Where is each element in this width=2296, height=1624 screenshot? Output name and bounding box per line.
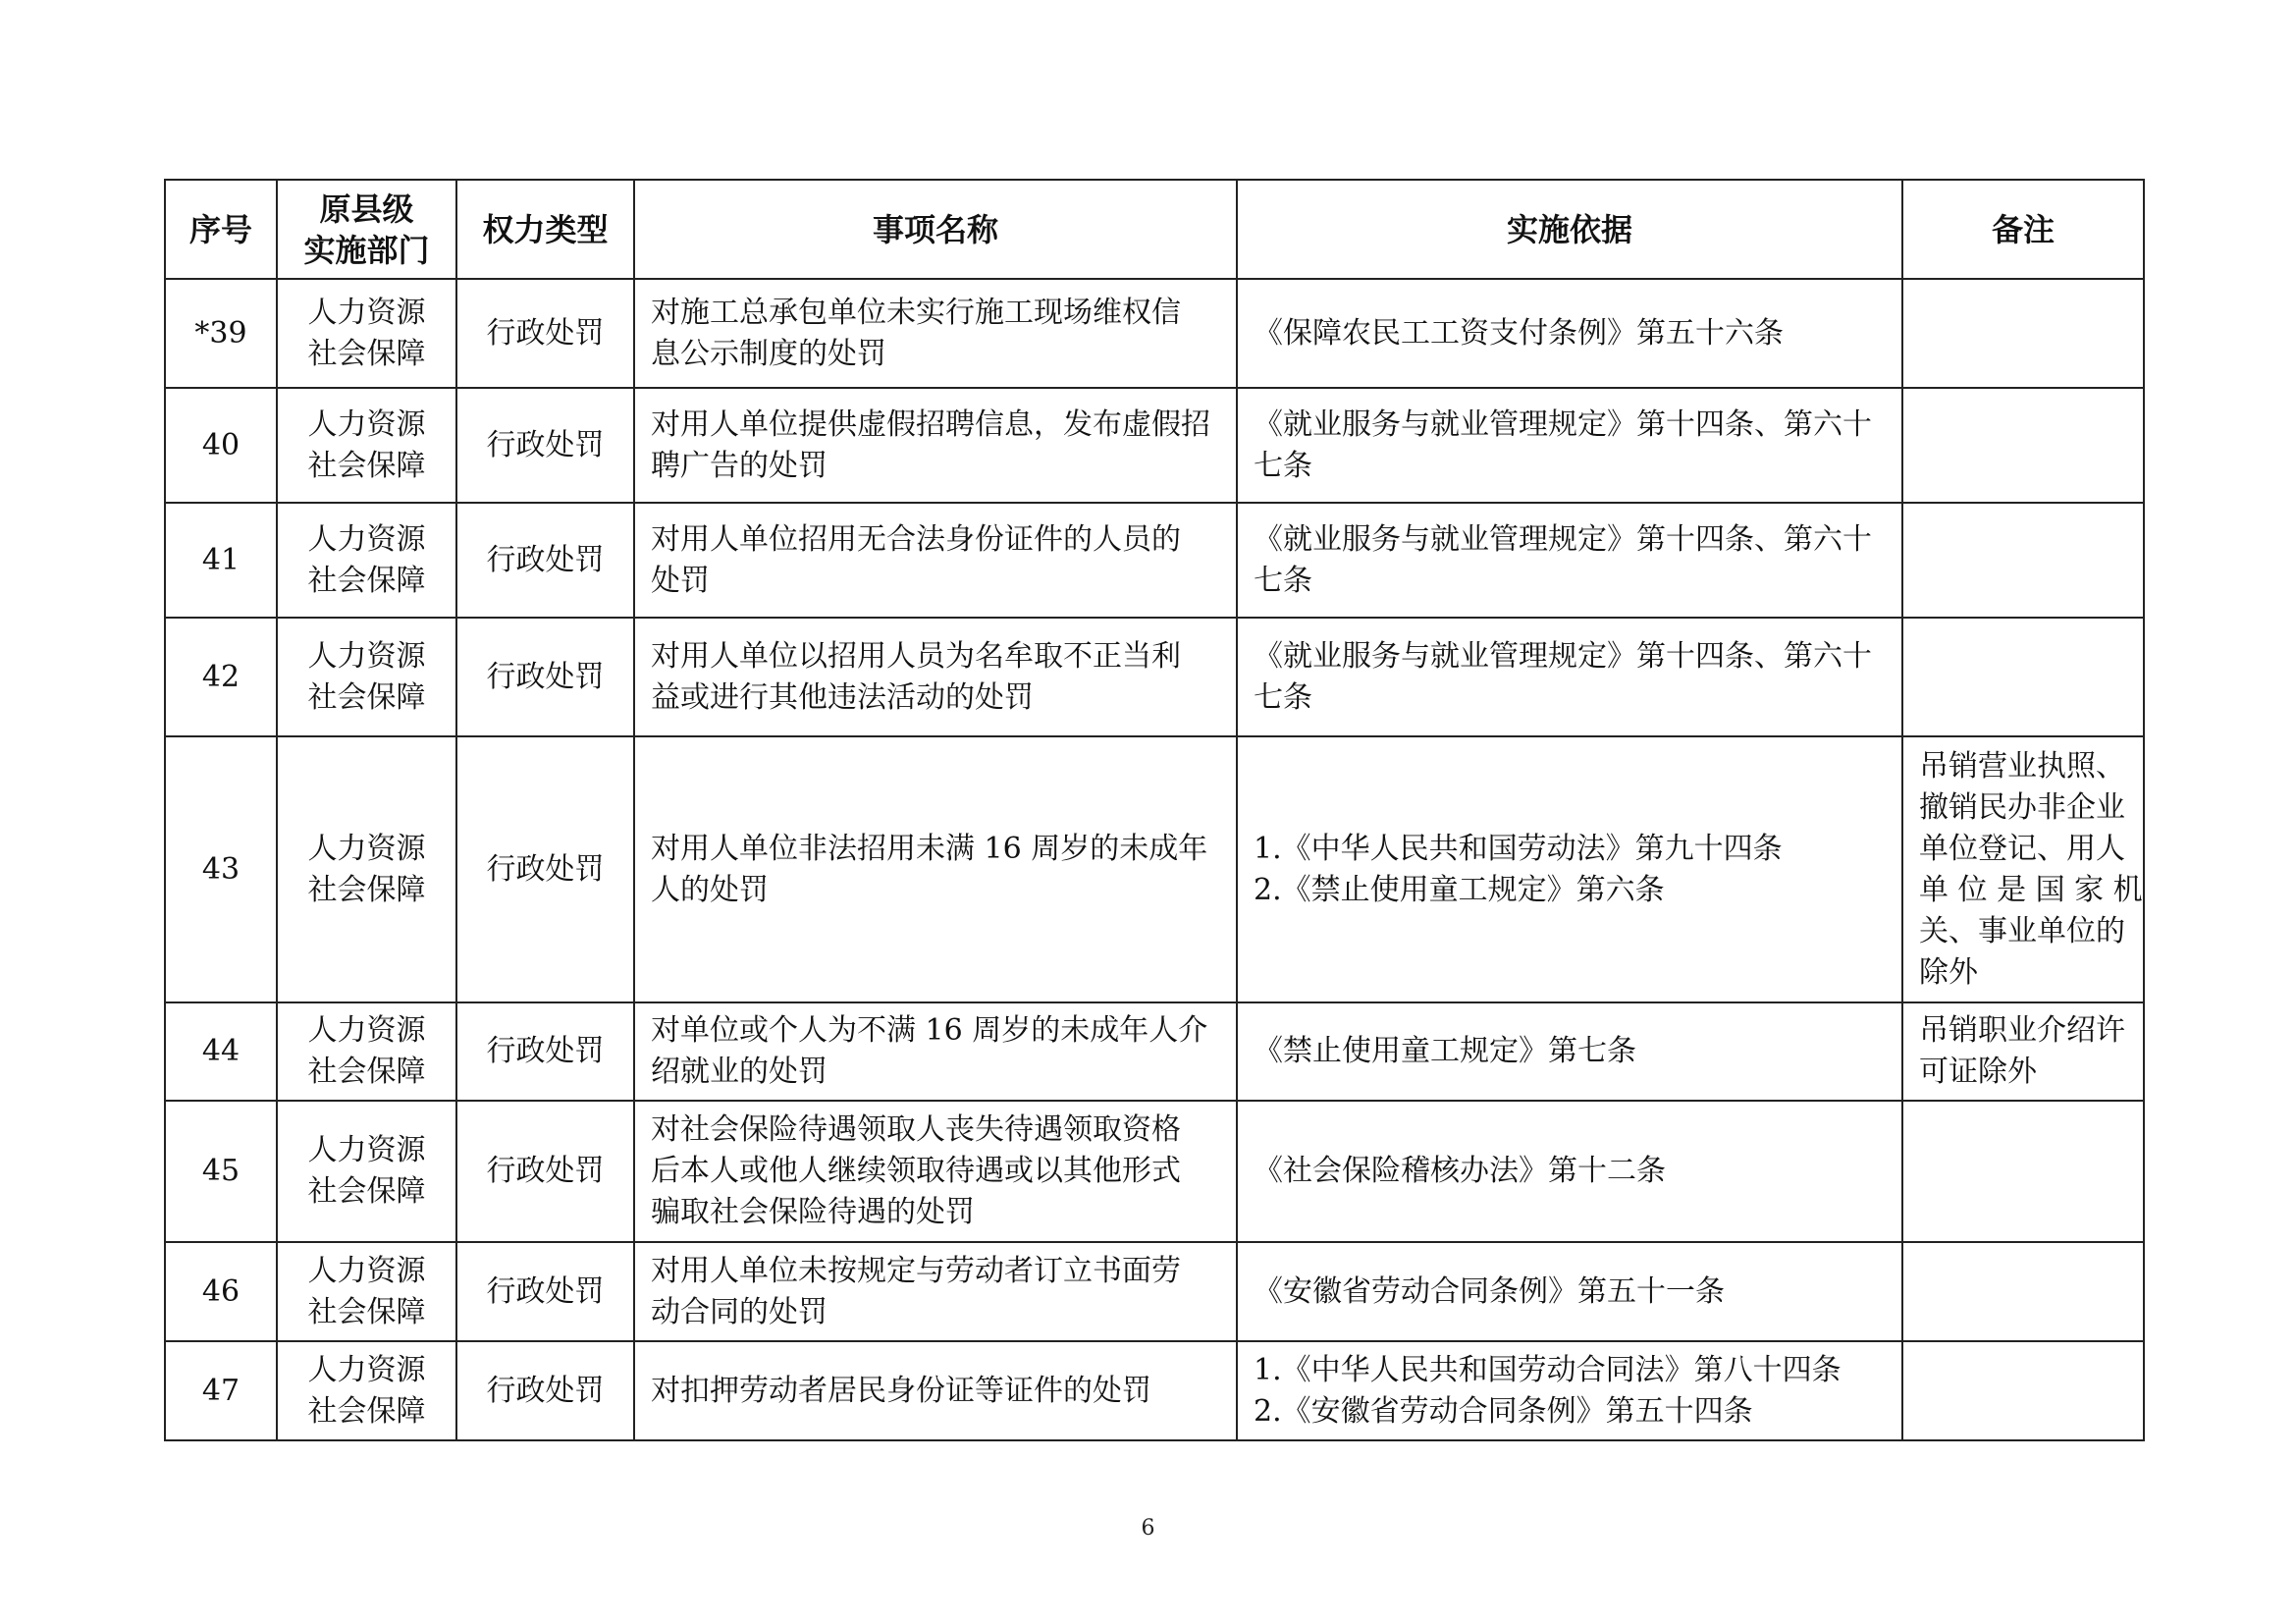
cell-item-line: 聘广告的处罚	[651, 448, 828, 483]
cell-type: 行政处罚	[456, 279, 634, 388]
cell-item	[634, 279, 1237, 388]
cell-dept	[277, 388, 456, 503]
cell-basis-line: 1.《中华人民共和国劳动合同法》第八十四条	[1254, 1352, 1842, 1387]
cell-dept-line: 社会保障	[307, 448, 426, 483]
cell-dept-line: 社会保障	[307, 1393, 426, 1429]
cell-dept-line: 人力资源	[307, 1133, 426, 1167]
cell-basis-line: 2.《安徽省劳动合同条例》第五十四条	[1254, 1393, 1753, 1429]
cell-dept	[277, 279, 456, 388]
cell-item	[634, 1341, 1237, 1440]
cell-seq: *39	[165, 279, 277, 388]
cell-dept-line: 人力资源	[307, 295, 426, 330]
cell-note	[1902, 388, 2144, 503]
cell-dept	[277, 736, 456, 1002]
header-basis: 实施依据	[1237, 180, 1902, 279]
cell-item-line: 对用人单位非法招用未满 16 周岁的未成年	[651, 831, 1208, 866]
cell-dept-line: 人力资源	[307, 1013, 426, 1048]
cell-type: 行政处罚	[456, 1242, 634, 1341]
table-row	[165, 736, 2144, 1002]
cell-basis-line: 《就业服务与就业管理规定》第十四条、第六十	[1254, 638, 1872, 674]
cell-basis	[1237, 1002, 1902, 1101]
cell-basis-line: 《保障农民工工资支付条例》第五十六条	[1254, 315, 1784, 351]
cell-basis	[1237, 1101, 1902, 1242]
cell-note	[1902, 503, 2144, 618]
table-row	[165, 279, 2144, 388]
cell-dept-line: 社会保障	[307, 1055, 426, 1089]
cell-dept-line: 人力资源	[307, 638, 426, 674]
header-dept-line1: 原县级	[319, 189, 414, 228]
cell-seq: 45	[165, 1101, 277, 1242]
cell-dept-line: 人力资源	[307, 831, 426, 866]
cell-note	[1902, 1101, 2144, 1242]
cell-item-line: 对用人单位招用无合法身份证件的人员的	[651, 521, 1181, 557]
cell-item-line: 绍就业的处罚	[651, 1055, 828, 1089]
cell-item	[634, 1101, 1237, 1242]
cell-basis-line: 《就业服务与就业管理规定》第十四条、第六十	[1254, 521, 1872, 557]
cell-dept-line: 社会保障	[307, 336, 426, 371]
header-dept-line2: 实施部门	[303, 231, 430, 269]
cell-dept	[277, 1341, 456, 1440]
cell-basis	[1237, 736, 1902, 1002]
cell-basis-line: 《禁止使用童工规定》第七条	[1254, 1034, 1636, 1068]
cell-dept-line: 社会保障	[307, 872, 426, 907]
cell-basis	[1237, 503, 1902, 618]
cell-basis	[1237, 388, 1902, 503]
cell-type: 行政处罚	[456, 1101, 634, 1242]
header-note: 备注	[1902, 180, 2144, 279]
cell-item-line: 对用人单位未按规定与劳动者订立书面劳	[651, 1253, 1181, 1288]
cell-note-line: 吊销营业执照、	[1919, 748, 2125, 784]
cell-seq: 42	[165, 618, 277, 736]
header-seq: 序号	[165, 180, 277, 279]
cell-note-line: 单 位 是 国 家 机	[1919, 872, 2143, 907]
cell-item	[634, 503, 1237, 618]
cell-type: 行政处罚	[456, 388, 634, 503]
cell-item	[634, 618, 1237, 736]
cell-type: 行政处罚	[456, 1341, 634, 1440]
cell-note	[1902, 618, 2144, 736]
table-body	[165, 279, 2144, 1440]
table-row	[165, 1341, 2144, 1440]
cell-item-line: 人的处罚	[651, 872, 769, 907]
cell-note	[1902, 1242, 2144, 1341]
cell-basis-line: 《社会保险稽核办法》第十二条	[1254, 1154, 1666, 1188]
cell-seq: 44	[165, 1002, 277, 1101]
table-header-row	[165, 180, 2144, 279]
cell-dept	[277, 1242, 456, 1341]
cell-seq: 47	[165, 1341, 277, 1440]
cell-note-line: 除外	[1919, 954, 1978, 990]
header-item: 事项名称	[634, 180, 1237, 279]
cell-note-line: 单位登记、用人	[1919, 831, 2125, 866]
cell-note-line: 撤销民办非企业	[1919, 789, 2125, 825]
cell-item-line: 动合同的处罚	[651, 1294, 828, 1329]
cell-dept-line: 人力资源	[307, 406, 426, 442]
table-row	[165, 503, 2144, 618]
cell-basis-line: 七条	[1254, 563, 1312, 598]
cell-basis-line: 1.《中华人民共和国劳动法》第九十四条	[1254, 831, 1783, 866]
cell-basis	[1237, 1242, 1902, 1341]
cell-note	[1902, 1341, 2144, 1440]
cell-dept-line: 人力资源	[307, 521, 426, 557]
cell-note	[1902, 279, 2144, 388]
cell-item-line: 对单位或个人为不满 16 周岁的未成年人介	[651, 1013, 1208, 1048]
cell-dept	[277, 503, 456, 618]
cell-item	[634, 736, 1237, 1002]
header-dept	[277, 180, 456, 279]
cell-note	[1902, 736, 2144, 1002]
cell-item-line: 处罚	[651, 563, 710, 598]
cell-note-line: 可证除外	[1919, 1055, 2037, 1089]
cell-item-line: 对用人单位提供虚假招聘信息，发布虚假招	[651, 406, 1210, 442]
cell-item-line: 益或进行其他违法活动的处罚	[651, 679, 1034, 715]
table-row	[165, 1242, 2144, 1341]
page-number: 6	[1141, 1516, 1155, 1541]
cell-basis-line: 七条	[1254, 679, 1312, 715]
cell-seq: 40	[165, 388, 277, 503]
cell-basis-line: 《就业服务与就业管理规定》第十四条、第六十	[1254, 406, 1872, 442]
header-type: 权力类型	[456, 180, 634, 279]
cell-dept-line: 社会保障	[307, 1174, 426, 1209]
cell-note-line: 吊销职业介绍许	[1919, 1013, 2125, 1048]
cell-item-line: 息公示制度的处罚	[651, 336, 886, 371]
cell-dept-line: 人力资源	[307, 1253, 426, 1288]
table-row	[165, 388, 2144, 503]
cell-item-line: 后本人或他人继续领取待遇或以其他形式	[651, 1154, 1181, 1188]
cell-seq: 46	[165, 1242, 277, 1341]
cell-item	[634, 388, 1237, 503]
cell-type: 行政处罚	[456, 1002, 634, 1101]
cell-note	[1902, 1002, 2144, 1101]
cell-item-line: 对用人单位以招用人员为名牟取不正当利	[651, 638, 1181, 674]
cell-item-line: 骗取社会保险待遇的处罚	[651, 1195, 975, 1229]
cell-basis	[1237, 279, 1902, 388]
cell-item-line: 对社会保险待遇领取人丧失待遇领取资格	[651, 1112, 1181, 1147]
cell-item	[634, 1002, 1237, 1101]
table-row	[165, 1101, 2144, 1242]
cell-dept-line: 人力资源	[307, 1352, 426, 1387]
power-list-table	[164, 179, 2145, 1441]
table-row	[165, 618, 2144, 736]
cell-basis-line: 七条	[1254, 448, 1312, 483]
cell-dept	[277, 618, 456, 736]
cell-item-line: 对施工总承包单位未实行施工现场维权信	[651, 295, 1181, 330]
cell-basis-line: 2.《禁止使用童工规定》第六条	[1254, 872, 1665, 907]
table-row	[165, 1002, 2144, 1101]
cell-basis-line: 《安徽省劳动合同条例》第五十一条	[1254, 1273, 1725, 1309]
cell-dept-line: 社会保障	[307, 563, 426, 598]
cell-seq: 41	[165, 503, 277, 618]
cell-type: 行政处罚	[456, 618, 634, 736]
cell-basis	[1237, 1341, 1902, 1440]
cell-type: 行政处罚	[456, 503, 634, 618]
cell-item	[634, 1242, 1237, 1341]
cell-dept	[277, 1101, 456, 1242]
cell-dept-line: 社会保障	[307, 679, 426, 715]
cell-dept	[277, 1002, 456, 1101]
cell-dept-line: 社会保障	[307, 1294, 426, 1329]
cell-item-line: 对扣押劳动者居民身份证等证件的处罚	[651, 1373, 1151, 1408]
cell-note-line: 关、事业单位的	[1919, 913, 2125, 948]
cell-type: 行政处罚	[456, 736, 634, 1002]
cell-basis	[1237, 618, 1902, 736]
cell-seq: 43	[165, 736, 277, 1002]
